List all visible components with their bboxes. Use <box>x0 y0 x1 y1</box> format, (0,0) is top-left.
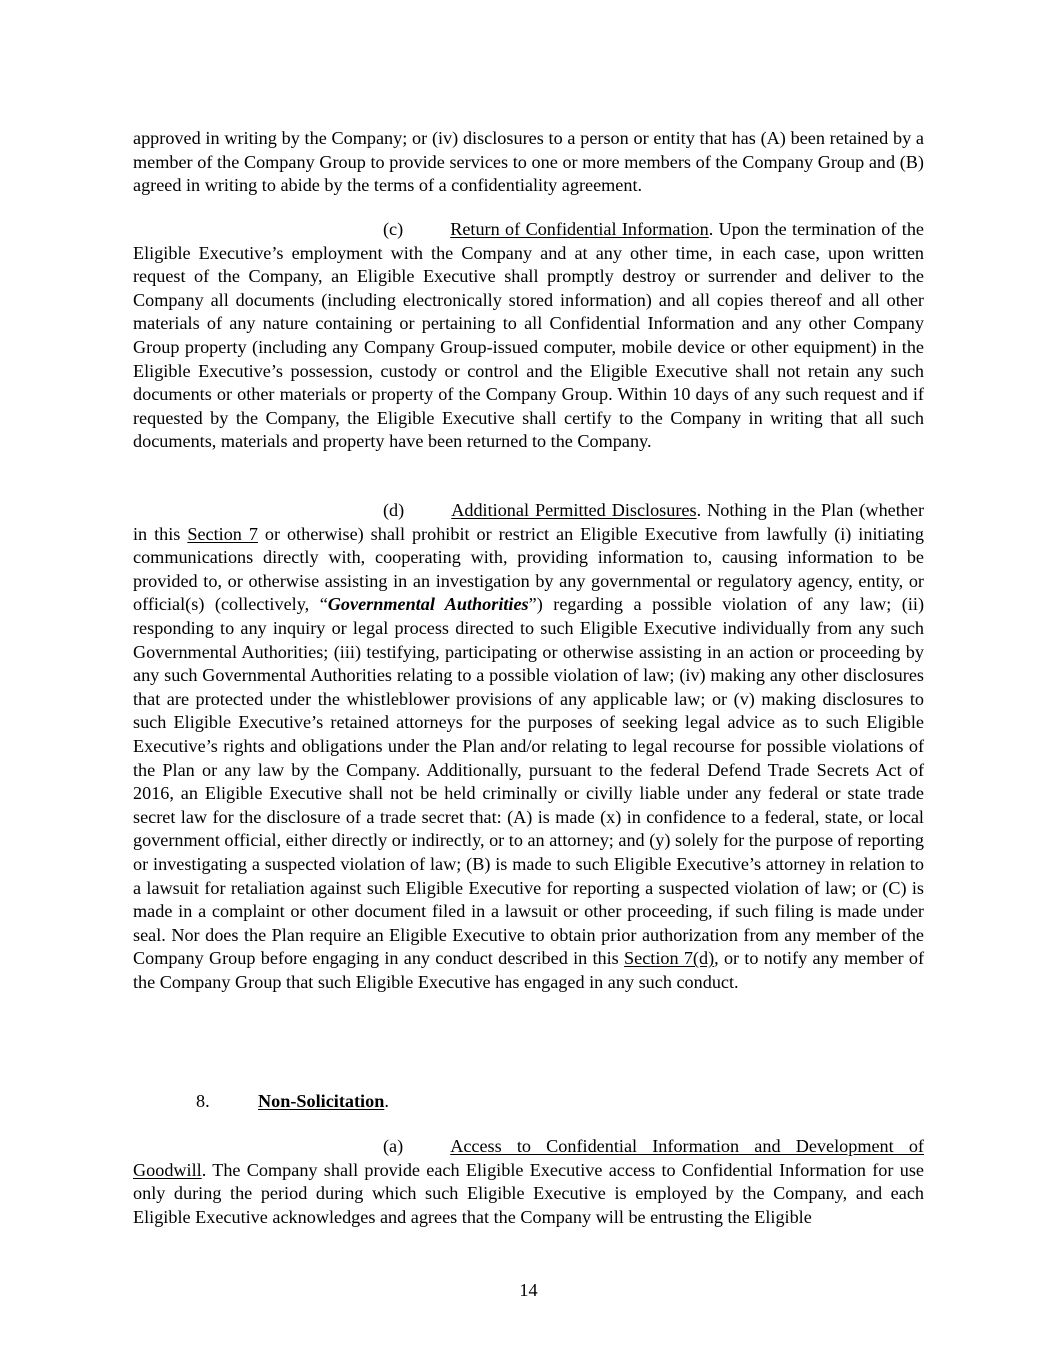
paragraph-8a-body: . The Company shall provide each Eligible Executive access to Confidential Information for use only during the period during which such Eligible Executive is employed by the Company, and each Eligible Executive acknowledges and agrees that the Company will be entrusting the Eligible <box>133 1159 924 1227</box>
paragraph-7d-text-2: or otherwise) shall prohibit or restrict an Eligible Executive from lawfully (i) initiating communications directly with, cooperating with, providing information to, causing information to be provided to, or otherwise assisting in an investigation by any governmental or regulatory agency, entity, or official(s) (collectively, “ <box>133 523 924 615</box>
page-number: 14 <box>519 1280 538 1300</box>
paragraph-intro-text: approved in writing by the Company; or (iv) disclosures to a person or entity that has (A) been retained by a member of the Company Group to provide services to one or more members of the Company Group and (B) agreed in writing to abide by the terms of a confidentiality agreement. <box>133 128 924 196</box>
paragraph-8a <box>133 1135 924 1229</box>
paragraph-7c <box>133 218 924 454</box>
paragraph-7d-marker: (d) <box>383 500 405 520</box>
paragraph-7d <box>133 499 924 994</box>
section-8-title: Non-Solicitation <box>258 1091 385 1111</box>
paragraph-7d-text-4: , or to notify any member of the Company Group that such Eligible Executive has engaged in any such conduct. <box>133 948 924 992</box>
paragraph-8a-marker: (a) <box>383 1136 404 1156</box>
paragraph-intro <box>133 127 924 198</box>
section-7-reference: Section 7 <box>187 523 258 544</box>
defined-term-governmental-authorities: Governmental Authorities <box>327 594 529 615</box>
section-8-number: 8. <box>196 1091 210 1111</box>
paragraph-7c-marker: (c) <box>383 219 404 239</box>
section-8-heading <box>196 1090 389 1114</box>
section-8-trailing: . <box>384 1091 389 1111</box>
paragraph-7d-text-1: . Nothing in the Plan (whether in this <box>133 500 925 544</box>
paragraph-7d-caption: Additional Permitted Disclosures <box>451 500 697 520</box>
paragraph-7c-caption: Return of Confidential Information <box>450 219 709 239</box>
paragraph-8a-caption: Access to Confidential Information and Development of Goodwill <box>133 1136 924 1180</box>
paragraph-7d-text-3: ”) regarding a possible violation of any law; (ii) responding to any inquiry or legal process directed to such Eligible Executive individually from any such Governmental Authorities; (iii) testifying, participating or otherwise assisting in an action or proceeding by any such Governmental Authorities relating to a possible violation of law; (iv) making any other disclosures that are protected under the whistleblower provisions of any applicable law; or (v) making disclosures to such Eligible Executive’s retained attorneys for the purposes of seeking legal advice as to such Eligible Executive’s rights and obligations under the Plan and/or relating to legal recourse for possible violations of the Plan or any law by the Company. Additionally, pursuant to the federal Defend Trade Secrets Act of 2016, an Eligible Executive shall not be held criminally or civilly liable under any federal or state trade secret law for the disclosure of a trade secret that: (A) is made (x) in confidence to a federal, state, or local government official, either directly or indirectly, or to an attorney; and (y) solely for the purpose of reporting or investigating a suspected violation of law; (B) is made to such Eligible Executive’s attorney in relation to a lawsuit for retaliation against such Eligible Executive for reporting a suspected violation of law; or (C) is made in a complaint or other document filed in a lawsuit or other proceeding, if such filing is made under seal. Nor does the Plan require an Eligible Executive to obtain prior authorization from any member of the Company Group before engaging in any conduct described in this <box>133 594 924 969</box>
section-7d-reference: Section 7(d) <box>624 948 715 969</box>
paragraph-7c-body: . Upon the termination of the Eligible Executive’s employment with the Company and at any other time, in each case, upon written request of the Company, an Eligible Executive shall promptly destroy or surrender and deliver to the Company all documents (including electronically stored information) and all copies thereof and all other materials of any nature containing or pertaining to all Confidential Information and any other Company Group property (including any Company Group-issued computer, mobile device or other equipment) in the Eligible Executive’s possession, custody or control and the Eligible Executive shall not retain any such documents or other materials or property of the Company Group. Within 10 days of any such request and if requested by the Company, the Eligible Executive shall certify to the Company in writing that all such documents, materials and property have been returned to the Company. <box>133 219 924 452</box>
